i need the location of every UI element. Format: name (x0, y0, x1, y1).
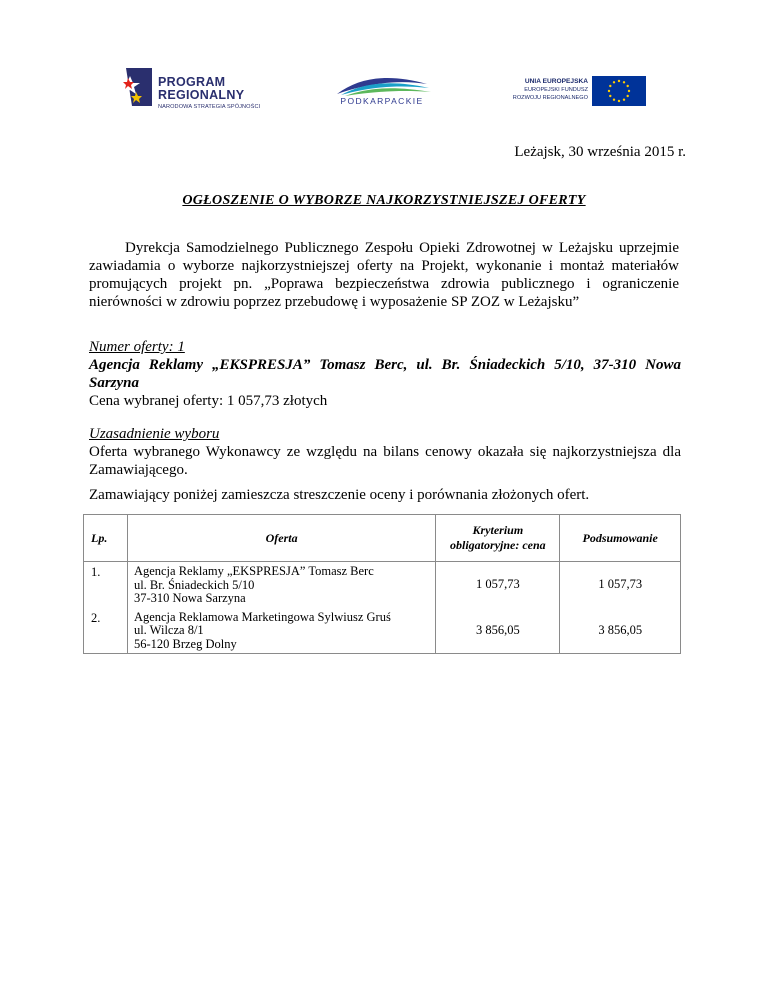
eu-logo-line1: UNIA EUROPEJSKA (524, 78, 588, 85)
row-offer-line3: 37-310 Nowa Sarzyna (133, 591, 246, 605)
row-offer (127, 562, 435, 608)
row-summary: 3 856,05 (560, 608, 681, 654)
table-header-row (84, 515, 681, 562)
table-row (84, 608, 681, 654)
program-logo-line2: REGIONALNY (158, 88, 245, 102)
row-offer-line2: ul. Wilcza 8/1 (133, 623, 204, 637)
row-offer-line1: Agencja Reklamy „EKSPRESJA” Tomasz Berc (133, 564, 374, 578)
header-lp: Lp. (84, 515, 128, 562)
header-criterion (436, 515, 560, 562)
summary-intro: Zamawiający poniżej zamieszcza streszczenie oceny i porównania złożonych ofert. (89, 487, 590, 503)
row-lp: 2. (84, 608, 128, 654)
eu-logo (504, 76, 646, 106)
justification-label: Uzasadnienie wyboru (89, 426, 220, 442)
justification-text: Oferta wybranego Wykonawcy ze względu na bilans cenowy okazała się najkorzystniejsza dla Zamawiającego. (89, 444, 681, 478)
document-heading: OGŁOSZENIE O WYBORZE NAJKORZYSTNIEJSZEJ OFERTY (182, 193, 586, 208)
eu-logo-line2: EUROPEJSKI FUNDUSZ (524, 87, 588, 93)
program-logo-line1: PROGRAM (158, 75, 226, 89)
header-criterion-line2: obligatoryjne: cena (450, 538, 546, 552)
program-regionalny-logo (118, 66, 278, 114)
program-star-logo-icon (118, 66, 154, 110)
row-offer (127, 608, 435, 654)
eu-logo-text (513, 77, 588, 102)
table-row (84, 562, 681, 608)
podkarpackie-logo-text: PODKARPACKIE (340, 96, 424, 106)
offer-company: Agencja Reklamy „EKSPRESJA” Tomasz Berc, ul. Br. Śniadeckich 5/10, 37-310 Nowa Sarzyna (89, 357, 681, 391)
podkarpackie-hills-icon (331, 74, 433, 96)
row-price: 3 856,05 (436, 608, 560, 654)
offer-number: Numer oferty: 1 (89, 339, 185, 355)
row-price: 1 057,73 (436, 562, 560, 608)
intro-paragraph (89, 239, 679, 311)
document-date: Leżajsk, 30 września 2015 r. (514, 144, 686, 160)
eu-logo-line3: ROZWOJU REGIONALNEGO (512, 95, 588, 101)
eu-flag-icon (592, 76, 646, 106)
row-summary: 1 057,73 (560, 562, 681, 608)
program-logo-line3: NARODOWA STRATEGIA SPÓJNOŚCI (158, 104, 261, 110)
offer-price: Cena wybranej oferty: 1 057,73 złotych (89, 393, 328, 409)
podkarpackie-logo (327, 74, 437, 108)
row-offer-line2: ul. Br. Śniadeckich 5/10 (133, 577, 255, 592)
justification-section (89, 425, 681, 479)
row-offer-line1: Agencja Reklamowa Marketingowa Sylwiusz Gruś (133, 609, 391, 624)
selected-offer-section (89, 338, 681, 410)
row-lp: 1. (84, 562, 128, 608)
row-offer-line3: 56-120 Brzeg Dolny (133, 636, 237, 651)
intro-text: Dyrekcja Samodzielnego Publicznego Zespołu Opieki Zdrowotnej w Leżajsku uprzejmie zawiadamia o wyborze najkorzystniejszej oferty na Projekt, wykonanie i montaż materiałów promujących projekt pn. „Poprawa bezpieczeństwa zdrowia publicznego i ograniczenie nierówności w zdrowiu poprzez przebudowę i wyposażenie SP ZOZ w Leżajsku” (89, 240, 679, 310)
header-summary: Podsumowanie (560, 515, 681, 562)
header-criterion-line1: Kryterium (472, 523, 524, 537)
offers-table (83, 514, 681, 654)
header-offer: Oferta (127, 515, 435, 562)
